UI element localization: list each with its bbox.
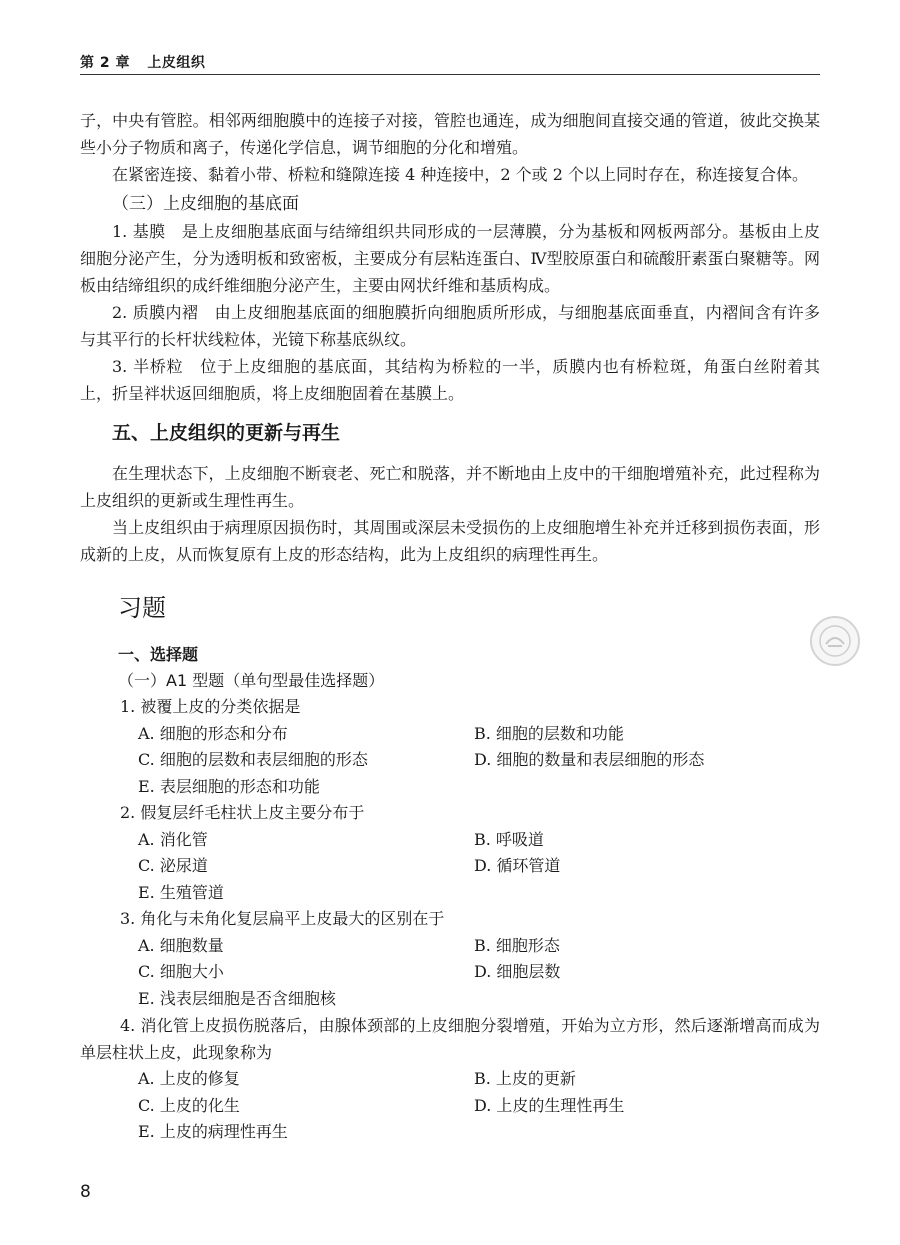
option-e: E. 浅表层细胞是否含细胞核 — [138, 988, 336, 1008]
question — [80, 800, 820, 906]
option-c: C. 上皮的化生 — [138, 1095, 240, 1115]
option-e: E. 表层细胞的形态和功能 — [138, 776, 320, 796]
exercise-group-title: （一）A1 型题（单句型最佳选择题） — [118, 671, 385, 690]
paragraph-pathological-regeneration: 当上皮组织由于病理原因损伤时，其周围或深层未受损伤的上皮细胞增生补充并迁移到损伤表面，形成新的上皮，从而恢复原有上皮的形态结构，此为上皮组织的病理性再生。 — [80, 518, 820, 564]
option-b: B. 细胞形态 — [474, 935, 560, 955]
option-a: A. 细胞的形态和分布 — [138, 723, 288, 743]
question — [80, 906, 820, 1012]
header-rule — [80, 74, 820, 75]
section-title-renewal: 五、上皮组织的更新与再生 — [112, 422, 341, 444]
running-header — [80, 52, 205, 72]
option-c: C. 细胞的层数和表层细胞的形态 — [138, 750, 368, 769]
paragraph-plasma-membrane-infolding: 2. 质膜内褶 由上皮细胞基底面的细胞膜折向细胞质所形成，与细胞基底面垂直，内褶间含有许多与其平行的长杆状线粒体，光镜下称基底纵纹。 — [80, 303, 820, 349]
question-options — [80, 1066, 820, 1146]
chapter-title: 上皮组织 — [147, 55, 206, 71]
exercise-badge-icon — [810, 616, 860, 666]
option-a: A. 消化管 — [138, 829, 208, 849]
question-options — [80, 933, 820, 1013]
option-a: A. 上皮的修复 — [138, 1069, 240, 1088]
option-d: D. 细胞的数量和表层细胞的形态 — [474, 750, 705, 769]
chapter-number: 第 2 章 — [80, 55, 130, 71]
paragraph-basement-membrane: 1. 基膜 是上皮细胞基底面与结缔组织共同形成的一层薄膜，分为基板和网板两部分。基板由上皮细胞分泌产生，分为透明板和致密板，主要成分有层粘连蛋白、Ⅳ型胶原蛋白和硫酸肝素蛋白聚糖等。网板由结缔组织的成纤维细胞分泌产生，主要由网状纤维和基质构成。 — [80, 222, 820, 295]
question-options — [80, 721, 820, 801]
page-number: 8 — [80, 1182, 91, 1202]
paragraph-physiological-regeneration: 在生理状态下，上皮细胞不断衰老、死亡和脱落，并不断地由上皮中的干细胞增殖补充，此过程称为上皮组织的更新或生理性再生。 — [80, 464, 820, 510]
option-e: E. 上皮的病理性再生 — [138, 1122, 288, 1141]
paragraph-junctional-complex: 在紧密连接、黏着小带、桥粒和缝隙连接 4 种连接中，2 个或 2 个以上同时存在，称连接复合体。 — [112, 165, 808, 184]
paragraph-hemidesmosome: 3. 半桥粒 位于上皮细胞的基底面，其结构为桥粒的一半，质膜内也有桥粒斑，角蛋白丝附着其上，折呈袢状返回细胞质，将上皮细胞固着在基膜上。 — [80, 357, 820, 403]
option-c: C. 细胞大小 — [138, 962, 224, 981]
question-stem: 1. 被覆上皮的分类依据是 — [120, 697, 301, 716]
paragraph-gap-junction-cont: 子，中央有管腔。相邻两细胞膜中的连接子对接，管腔也通连，成为细胞间直接交通的管道，彼此交换某些小分子物质和离子，传递化学信息，调节细胞的分化和增殖。 — [80, 111, 820, 157]
page-body — [80, 107, 820, 1146]
question — [80, 694, 820, 800]
option-c: C. 泌尿道 — [138, 856, 208, 875]
option-a: A. 细胞数量 — [138, 935, 224, 955]
question-options — [80, 827, 820, 907]
option-d: D. 细胞层数 — [474, 962, 561, 981]
exercise-part-title: 一、选择题 — [118, 645, 199, 664]
exercises-title: 习题 — [118, 594, 166, 622]
option-d: D. 循环管道 — [474, 856, 561, 875]
subsection-title-basal-surface: （三）上皮细胞的基底面 — [112, 194, 299, 214]
question-stem: 3. 角化与未角化复层扁平上皮最大的区别在于 — [120, 909, 445, 928]
question-stem: 4. 消化管上皮损伤脱落后，由腺体颈部的上皮细胞分裂增殖，开始为立方形，然后逐渐增高而成为单层柱状上皮，此现象称为 — [80, 1016, 820, 1062]
option-d: D. 上皮的生理性再生 — [474, 1095, 625, 1115]
question — [80, 1012, 820, 1146]
option-b: B. 上皮的更新 — [474, 1069, 576, 1088]
option-b: B. 呼吸道 — [474, 829, 544, 849]
option-e: E. 生殖管道 — [138, 882, 224, 902]
option-b: B. 细胞的层数和功能 — [474, 723, 624, 743]
question-stem: 2. 假复层纤毛柱状上皮主要分布于 — [120, 803, 365, 822]
